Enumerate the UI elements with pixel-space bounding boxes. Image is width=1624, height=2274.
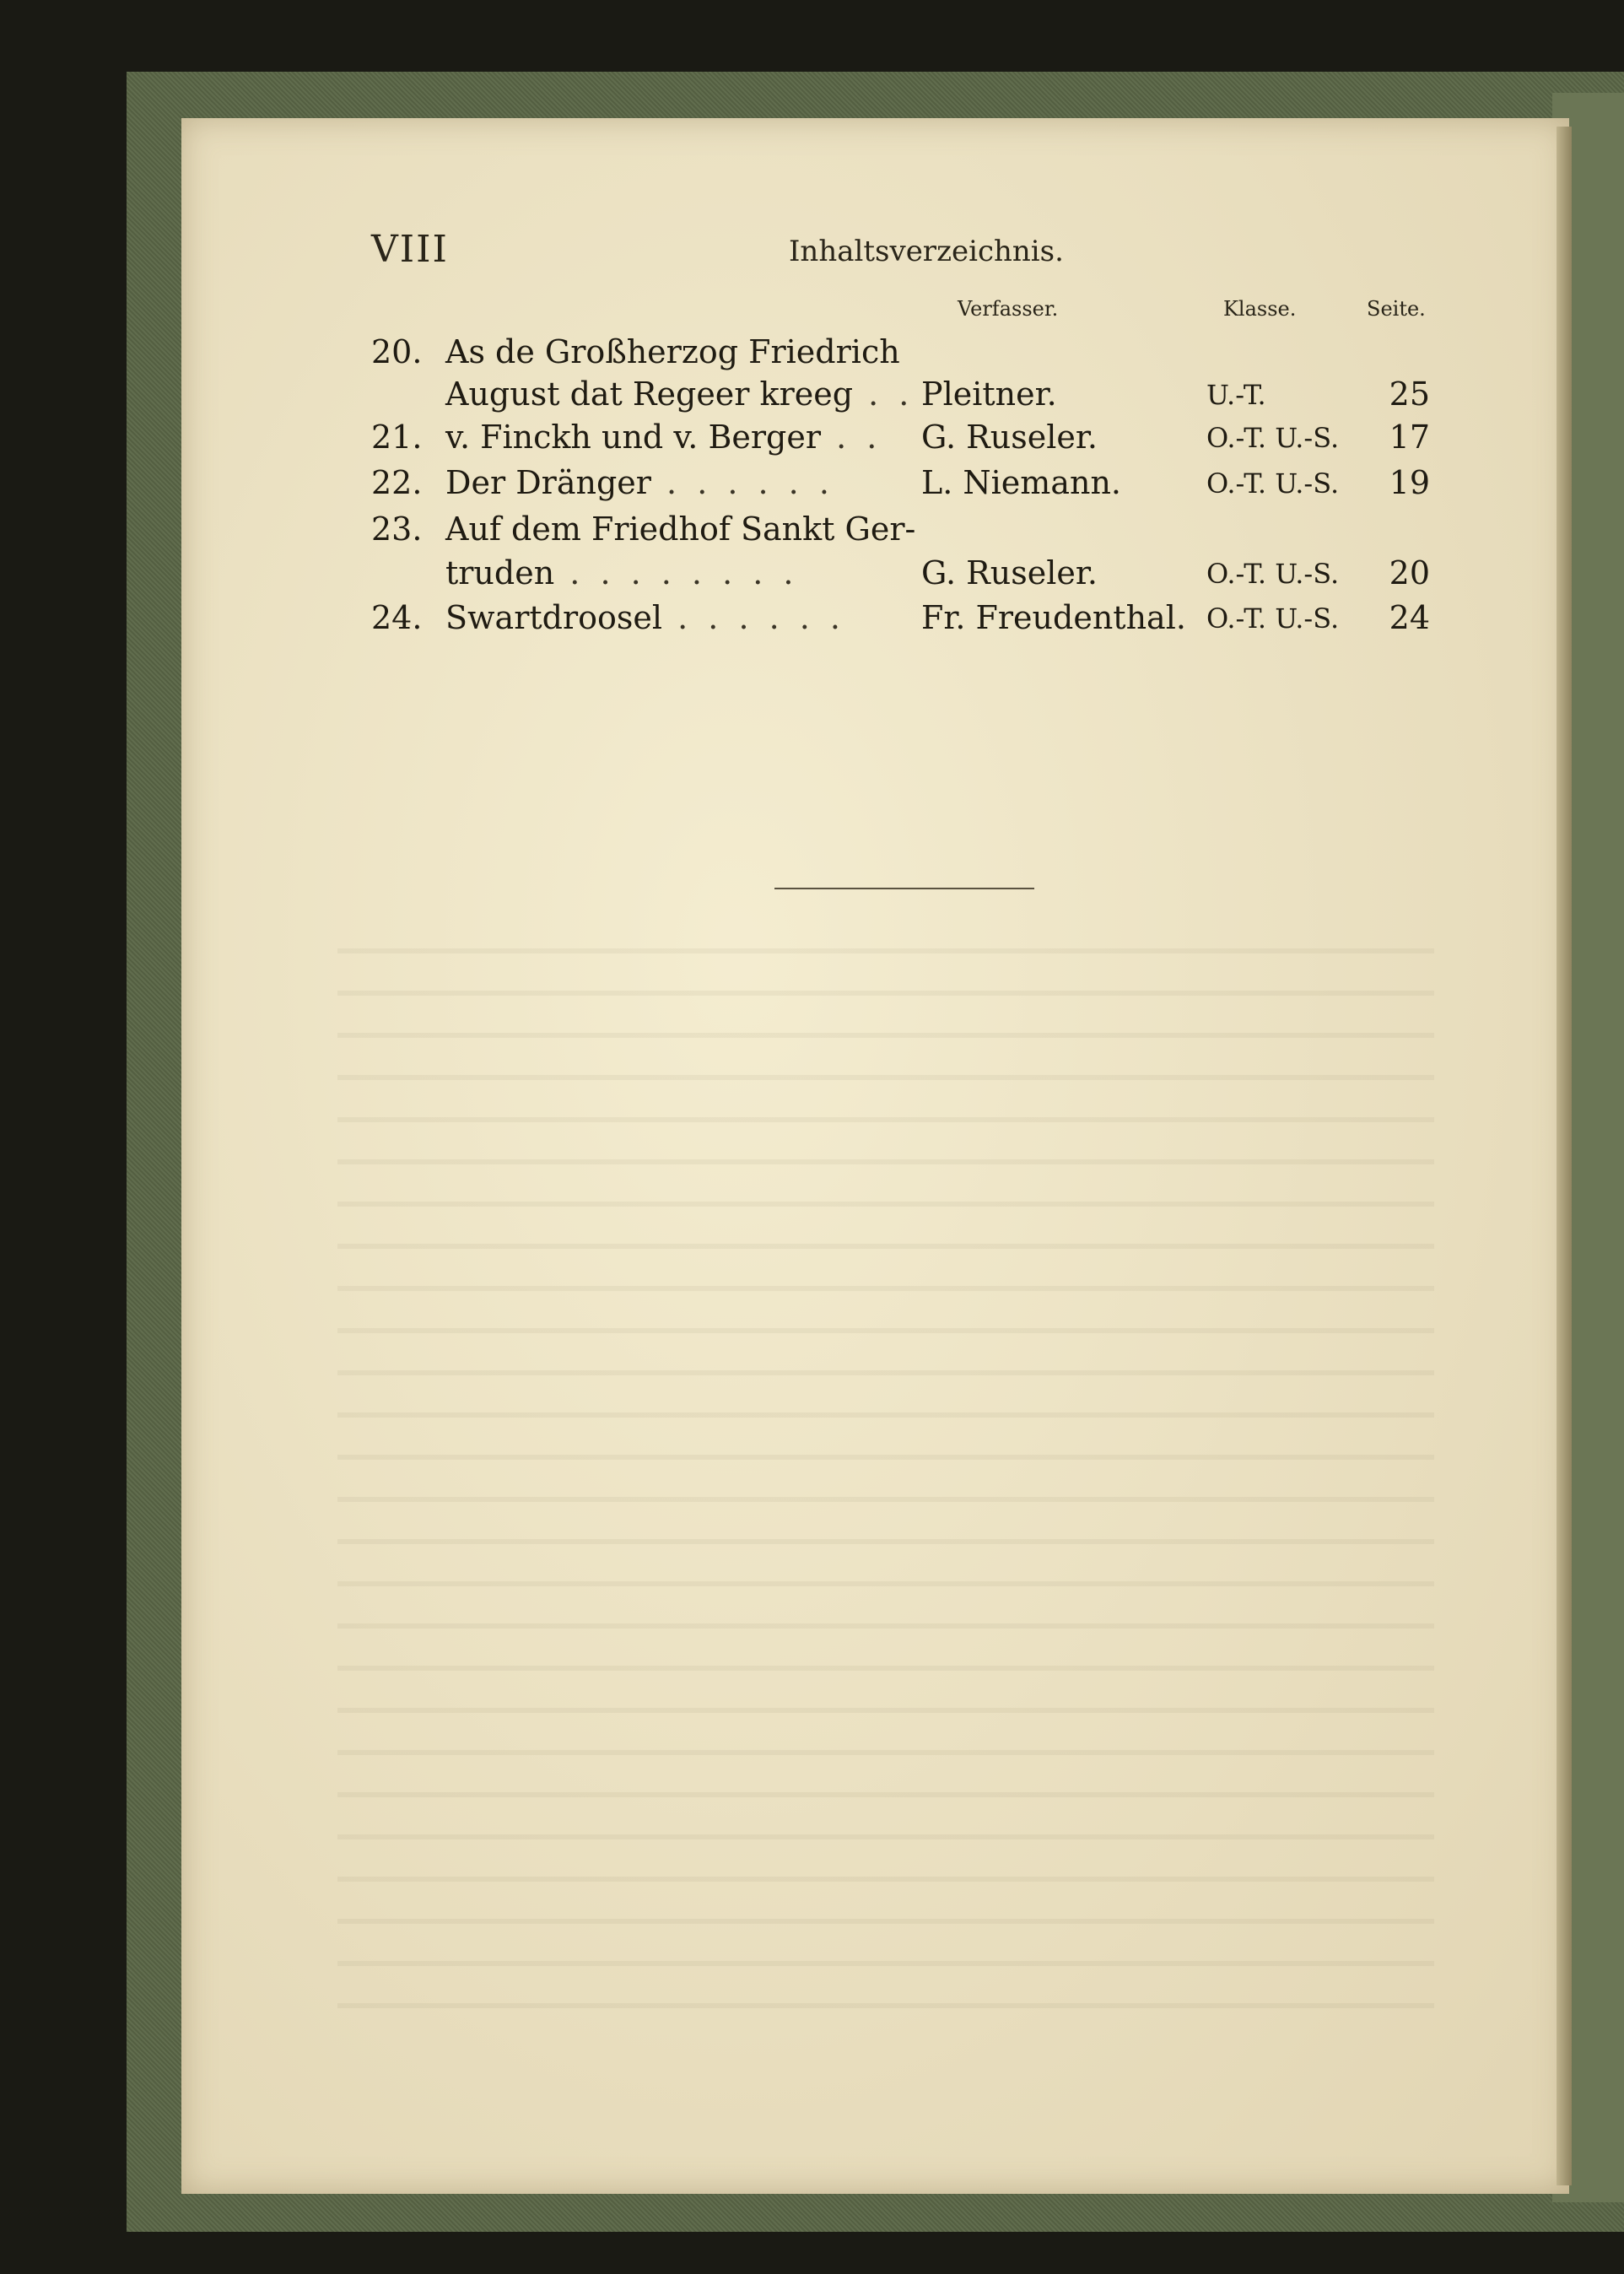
page-header bbox=[371, 228, 1430, 278]
entry-page: 24 bbox=[1389, 599, 1430, 636]
page-gutter bbox=[1557, 127, 1572, 2185]
entry-title-line-2: truden . . . . . . . . bbox=[445, 554, 799, 591]
entry-page: 25 bbox=[1389, 375, 1430, 413]
toc-entry-23 bbox=[371, 510, 1430, 558]
entry-title: Swartdroosel . . . . . . bbox=[445, 599, 845, 636]
entry-page: 19 bbox=[1389, 464, 1430, 501]
entry-class: U.-T. bbox=[1206, 379, 1266, 411]
entry-author: Pleitner. bbox=[921, 375, 1057, 413]
toc-entry-20-cont bbox=[371, 375, 1430, 423]
entry-class: O.-T. U.-S. bbox=[1206, 558, 1340, 590]
entry-title: Der Dränger . . . . . . bbox=[445, 464, 834, 501]
entry-title-line-2: August dat Regeer kreeg . . bbox=[445, 375, 915, 413]
entry-author: G. Ruseler. bbox=[921, 554, 1098, 591]
toc-entry-20 bbox=[371, 333, 1430, 381]
section-divider-rule bbox=[774, 888, 1034, 889]
entry-class: O.-T. U.-S. bbox=[1206, 602, 1340, 635]
toc-entry-24 bbox=[371, 599, 1430, 646]
entry-class: O.-T. U.-S. bbox=[1206, 422, 1340, 454]
column-header-class: Klasse. bbox=[1223, 297, 1297, 321]
entry-number: 22. bbox=[371, 464, 423, 501]
entry-author: G. Ruseler. bbox=[921, 419, 1098, 456]
toc-entry-22 bbox=[371, 464, 1430, 511]
entry-class: O.-T. U.-S. bbox=[1206, 467, 1340, 500]
entry-page: 20 bbox=[1389, 554, 1430, 591]
entry-author: L. Niemann. bbox=[921, 464, 1121, 501]
entry-number: 23. bbox=[371, 510, 423, 548]
entry-title-line-1: Auf dem Friedhof Sankt Ger- bbox=[445, 510, 916, 548]
bleed-through-text bbox=[337, 911, 1434, 2008]
toc-entry-21 bbox=[371, 419, 1430, 466]
entry-title-line-1: As de Großherzog Friedrich bbox=[445, 333, 900, 370]
running-title: Inhaltsverzeichnis. bbox=[789, 235, 1064, 268]
column-header-author: Verfasser. bbox=[958, 297, 1059, 321]
page-number: VIII bbox=[371, 228, 449, 271]
entry-number: 24. bbox=[371, 599, 423, 636]
entry-page: 17 bbox=[1389, 419, 1430, 456]
entry-number: 20. bbox=[371, 333, 423, 370]
entry-author: Fr. Freudenthal. bbox=[921, 599, 1186, 636]
toc-entry-23-cont bbox=[371, 554, 1430, 602]
entry-title: v. Finckh und v. Berger . . bbox=[445, 419, 882, 456]
entry-number: 21. bbox=[371, 419, 423, 456]
column-header-page: Seite. bbox=[1367, 297, 1426, 321]
